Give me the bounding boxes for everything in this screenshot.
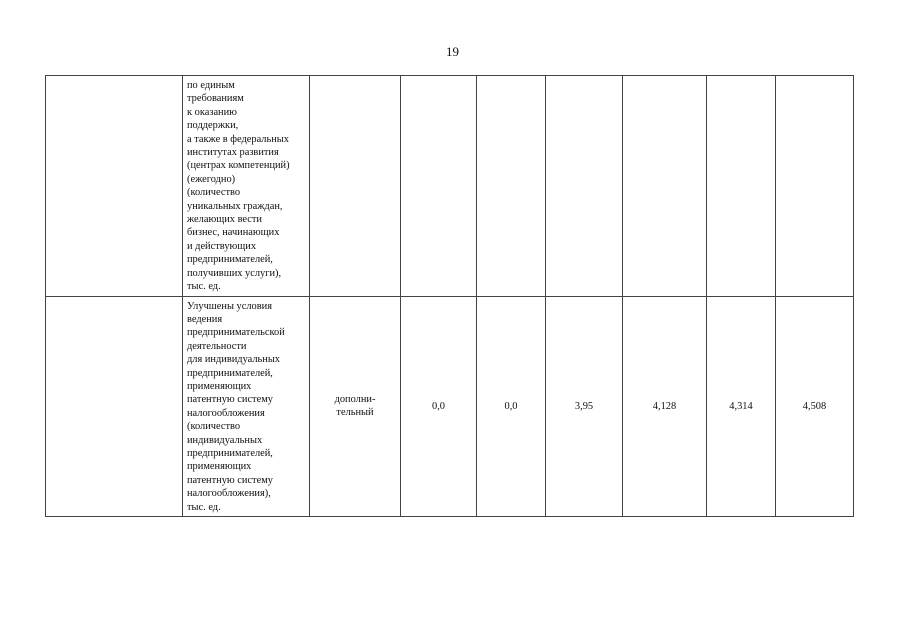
text-line: патентную систему [187, 474, 273, 486]
text-line: требованиям [187, 93, 244, 105]
text-line: применяющих [187, 380, 252, 392]
text-line: индивидуальных [187, 434, 263, 446]
value-cell [776, 76, 854, 297]
text-line: налогообложения [187, 407, 265, 419]
text-line: к оказанию [187, 106, 237, 118]
page-number: 19 [446, 44, 459, 59]
data-table [45, 75, 854, 517]
text-line: предпринимателей, [187, 447, 273, 459]
type-line: тельный [336, 407, 374, 419]
text-line: (ежегодно) [187, 173, 236, 185]
value-cell [546, 76, 623, 297]
text-line: институтах развития [187, 147, 279, 159]
text-line: предпринимателей, [187, 367, 273, 379]
table-row [46, 296, 854, 517]
text-line: (количество [187, 421, 241, 433]
value-cell: 0,0 [401, 296, 477, 517]
value-cell: 3,95 [546, 296, 623, 517]
value-cell: 0,0 [477, 296, 546, 517]
indicator-text-cell [183, 76, 310, 297]
text-line: тыс. ед. [187, 281, 221, 293]
value-cell: 4,508 [776, 296, 854, 517]
text-line: предпринимательской [187, 327, 285, 339]
value-cell: 4,128 [623, 296, 707, 517]
text-line: (количество [187, 187, 241, 199]
text-line: по единым [187, 80, 235, 91]
value-cell: 4,314 [707, 296, 776, 517]
text-line: уникальных граждан, [187, 200, 283, 212]
text-line: поддержки, [187, 120, 239, 132]
value-cell [477, 76, 546, 297]
value-cell [623, 76, 707, 297]
text-line: для индивидуальных [187, 354, 280, 366]
text-line: (центрах компетенций) [187, 160, 290, 172]
text-line: предпринимателей, [187, 254, 273, 266]
text-line: и действующих [187, 240, 257, 252]
text-line: Улучшены условия [187, 300, 272, 312]
text-line: тыс. ед. [187, 501, 221, 513]
type-cell [310, 76, 401, 297]
text-line: патентную систему [187, 394, 273, 406]
text-line: ведения [187, 313, 223, 325]
value-cell [401, 76, 477, 297]
text-line: а также в федеральных [187, 133, 289, 145]
type-cell [310, 296, 401, 517]
table-row [46, 76, 854, 297]
type-line: дополни- [334, 393, 376, 405]
text-line: получивших услуги), [187, 267, 282, 279]
text-line: желающих вести [187, 214, 262, 226]
empty-cell [46, 76, 183, 297]
indicator-text-cell [183, 296, 310, 517]
text-line: деятельности [187, 340, 247, 352]
text-line: применяющих [187, 461, 252, 473]
value-cell [707, 76, 776, 297]
text-line: налогообложения), [187, 488, 271, 500]
text-line: бизнес, начинающих [187, 227, 280, 239]
empty-cell [46, 296, 183, 517]
